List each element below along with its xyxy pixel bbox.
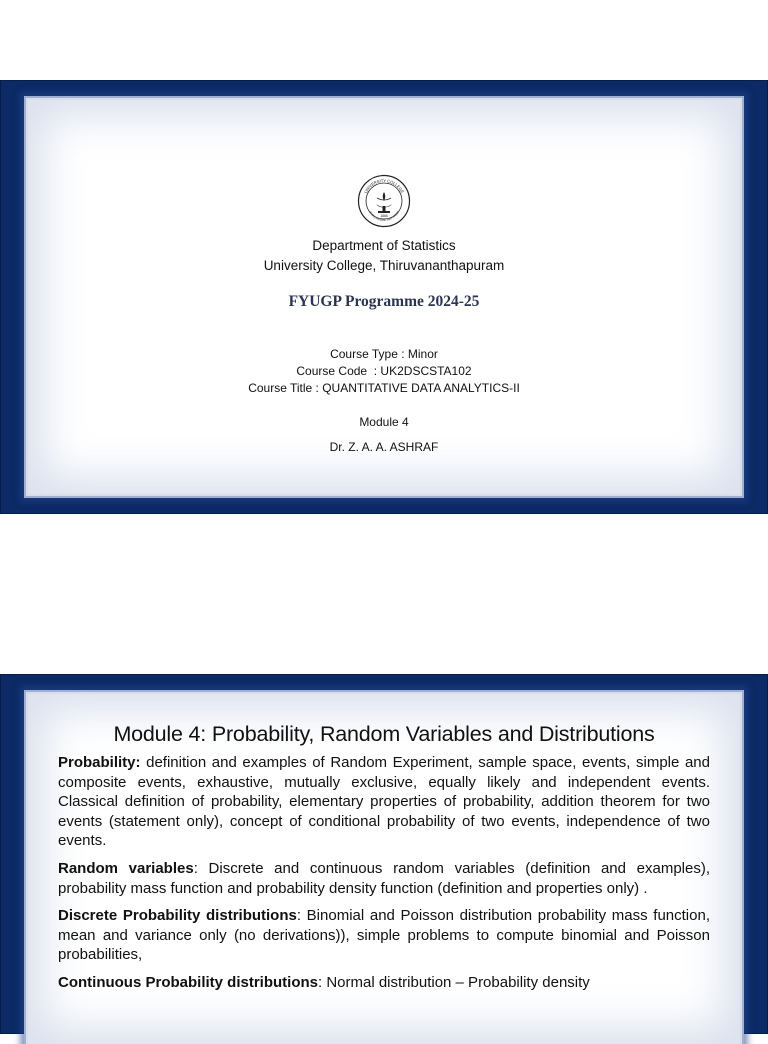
author-name: Dr. Z. A. A. ASHRAF	[329, 440, 439, 454]
title-slide	[0, 80, 768, 514]
syllabus-paragraph-discrete	[58, 906, 710, 965]
syllabus-text: : Normal distribution – Probability density	[318, 973, 590, 991]
syllabus-term: Probability:	[58, 754, 141, 771]
course-title: Course Title : QUANTITATIVE DATA ANALYTICS-II	[248, 381, 520, 395]
syllabus-paragraph-probability	[58, 753, 710, 851]
svg-text:THIRUVANANTHAPURAM: THIRUVANANTHAPURAM	[368, 210, 400, 223]
module-label: Module 4	[359, 415, 409, 429]
title-slide-frame	[28, 100, 740, 494]
svg-text:1866: 1866	[380, 214, 388, 218]
syllabus-content	[58, 694, 710, 1001]
syllabus-slide-frame	[28, 694, 740, 1044]
syllabus-slide	[0, 674, 768, 1034]
course-type: Course Type : Minor	[330, 347, 438, 361]
syllabus-text: : Discrete and continuous random variables (definition and examples), probability mass function and probability density function (definition and properties only) .	[58, 859, 710, 897]
department-block	[28, 236, 740, 276]
syllabus-term: Continuous Probability distributions	[58, 973, 318, 991]
title-slide-content	[28, 100, 740, 494]
programme-title: FYUGP Programme 2024-25	[288, 293, 480, 310]
course-code: Course Code : UK2DSCSTA102	[296, 364, 472, 378]
syllabus-term: Random variables	[58, 859, 194, 877]
syllabus-term: Discrete Probability distributions	[58, 907, 297, 925]
syllabus-text: : Binomial and Poisson distribution probability mass function, mean and variance only (no derivations)), simple problems to compute binomial and Poisson probabilities,	[58, 907, 710, 964]
university-college-seal-icon	[357, 174, 411, 228]
department-name: Department of Statistics	[312, 238, 456, 253]
syllabus-paragraph-random-variables	[58, 859, 710, 898]
slide-heading: Module 4: Probability, Random Variables and Distributions	[113, 722, 655, 746]
syllabus-paragraph-continuous	[58, 973, 710, 993]
syllabus-text: definition and examples of Random Experiment, sample space, events, simple and composite events, exhaustive, mutually exclusive, equally likely and independent events. Classical definition of probability, elementary properties of probability, addition theorem for two events (statement only), concept of conditional probability of two events, independence of two events.	[58, 754, 710, 850]
svg-text:UNIVERSITY COLLEGE: UNIVERSITY COLLEGE	[362, 177, 406, 195]
course-details	[28, 346, 740, 397]
college-name: University College, Thiruvananthapuram	[263, 258, 505, 273]
